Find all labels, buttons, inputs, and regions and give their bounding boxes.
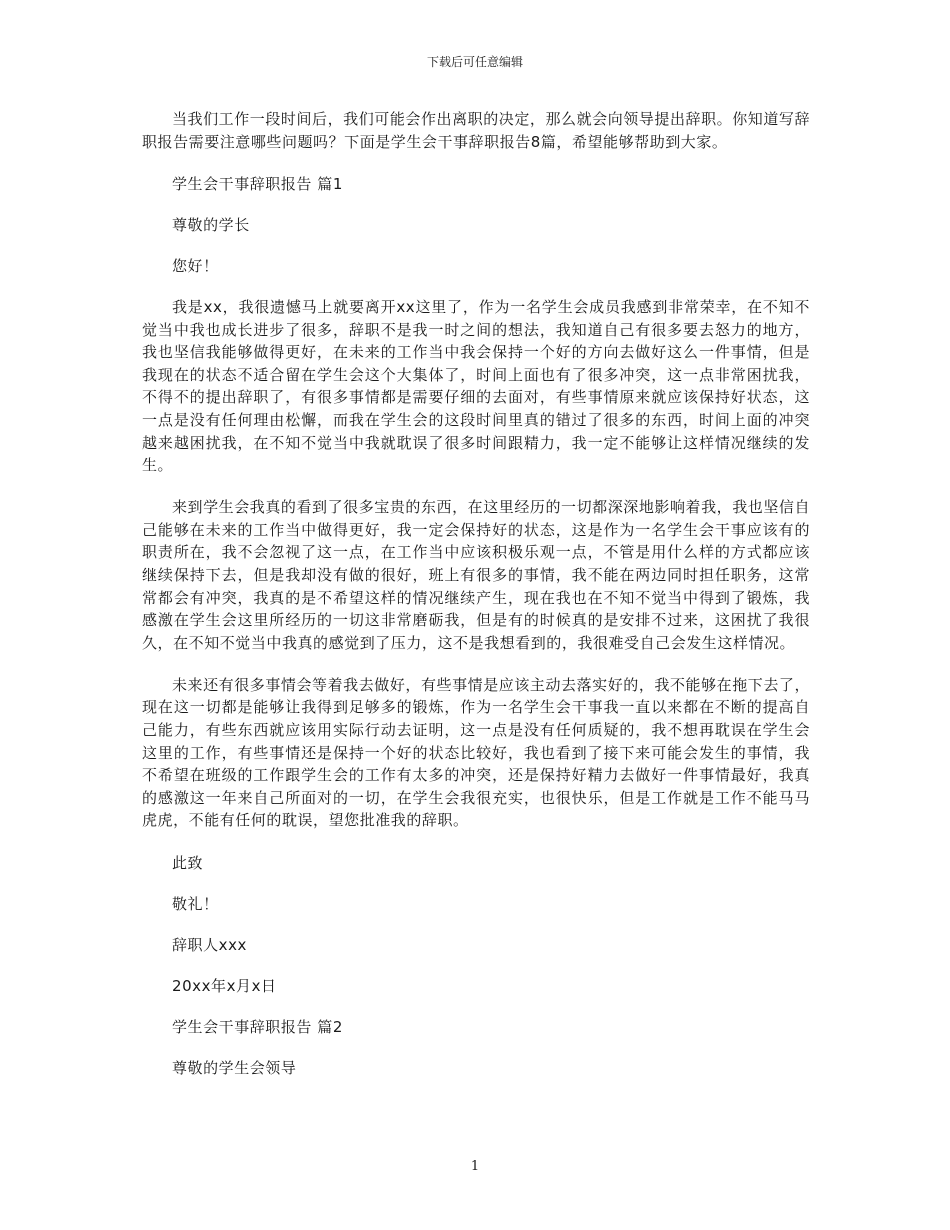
document-body — [142, 108, 810, 1098]
body-paragraph: 我是xx，我很遗憾马上就要离开xx这里了，作为一名学生会成员我感到非常荣幸，在不知不觉当中我也成长进步了很多，辞职不是我一时之间的想法，我知道自己有很多要去怒力的地方，我也坚信我能够做得更好，在未来的工作当中我会保持一个好的方向去做好这么一件事情，但是我现在的状态不适合留在学生会这个大集体了，时间上面也有了很多冲突，这一点非常困扰我，不得不的提出辞职了，有很多事情都是需要仔细的去面对，有些事情原来就应该保持好状态，这一点是没有任何理由松懈，而我在学生会的这段时间里真的错过了很多的东西，时间上面的冲突越来越困扰我，在不知不觉当中我就耽误了很多时间跟精力，我一定不能够让这样情况继续的发生。 — [142, 297, 810, 475]
body-paragraph: 来到学生会我真的看到了很多宝贵的东西，在这里经历的一切都深深地影响着我，我也坚信自己能够在未来的工作当中做得更好，我一定会保持好的状态，这是作为一名学生会干事应该有的职责所在，我不会忽视了这一点，在工作当中应该积极乐观一点，不管是用什么样的方式都应该继续保持下去，但是我却没有做的很好，班上有很多的事情，我不能在两边同时担任职务，这常常都会有冲突，我真的是不希望这样的情况继续产生，现在我也在不知不觉当中得到了锻炼，我感激在学生会这里所经历的一切这非常磨砺我，但是有的时候真的是安排不过来，这困扰了我很久，在不知不觉当中我真的感觉到了压力，这不是我想看到的，我很难受自己会发生这样情况。 — [142, 498, 810, 652]
signature: 辞职人xxx — [172, 935, 247, 954]
salutation: 尊敬的学生会领导 — [172, 1059, 297, 1077]
intro-paragraph: 当我们工作一段时间后，我们可能会作出离职的决定，那么就会向领导提出辞职。你知道写辞职报告需要注意哪些问题吗？下面是学生会干事辞职报告8篇，希望能够帮助到大家。 — [142, 110, 810, 151]
section-heading: 学生会干事辞职报告 篇1 — [172, 174, 343, 193]
date-line: 20xx年x月x日 — [172, 976, 277, 995]
greeting: 您好！ — [172, 256, 219, 275]
page-number: 1 — [470, 1159, 480, 1174]
closing-line: 此致 — [172, 853, 204, 872]
closing-regards: 敬礼！ — [172, 894, 219, 913]
salutation: 尊敬的学长 — [172, 215, 250, 234]
body-paragraph: 未来还有很多事情会等着我去做好，有些事情是应该主动去落实好的，我不能够在拖下去了，现在这一切都是能够让我得到足够多的锻炼，作为一名学生会干事我一直以来都在不断的提高自己能力，有些东西就应该用实际行动去证明，这一点是没有任何质疑的，我不想再耽误在学生会这里的工作，有些事情还是保持一个好的状态比较好，我也看到了接下来可能会发生的事情，我不希望在班级的工作跟学生会的工作有太多的冲突，还是保持好精力去做好一件事情最好，我真的感激这一年来自己所面对的一切，在学生会我很充实，也很快乐，但是工作就是工作不能马马虎虎，不能有任何的耽误，望您批准我的辞职。 — [142, 675, 810, 830]
page-header: 下载后可任意编辑 — [426, 55, 523, 69]
section-heading: 学生会干事辞职报告 篇2 — [172, 1017, 343, 1036]
